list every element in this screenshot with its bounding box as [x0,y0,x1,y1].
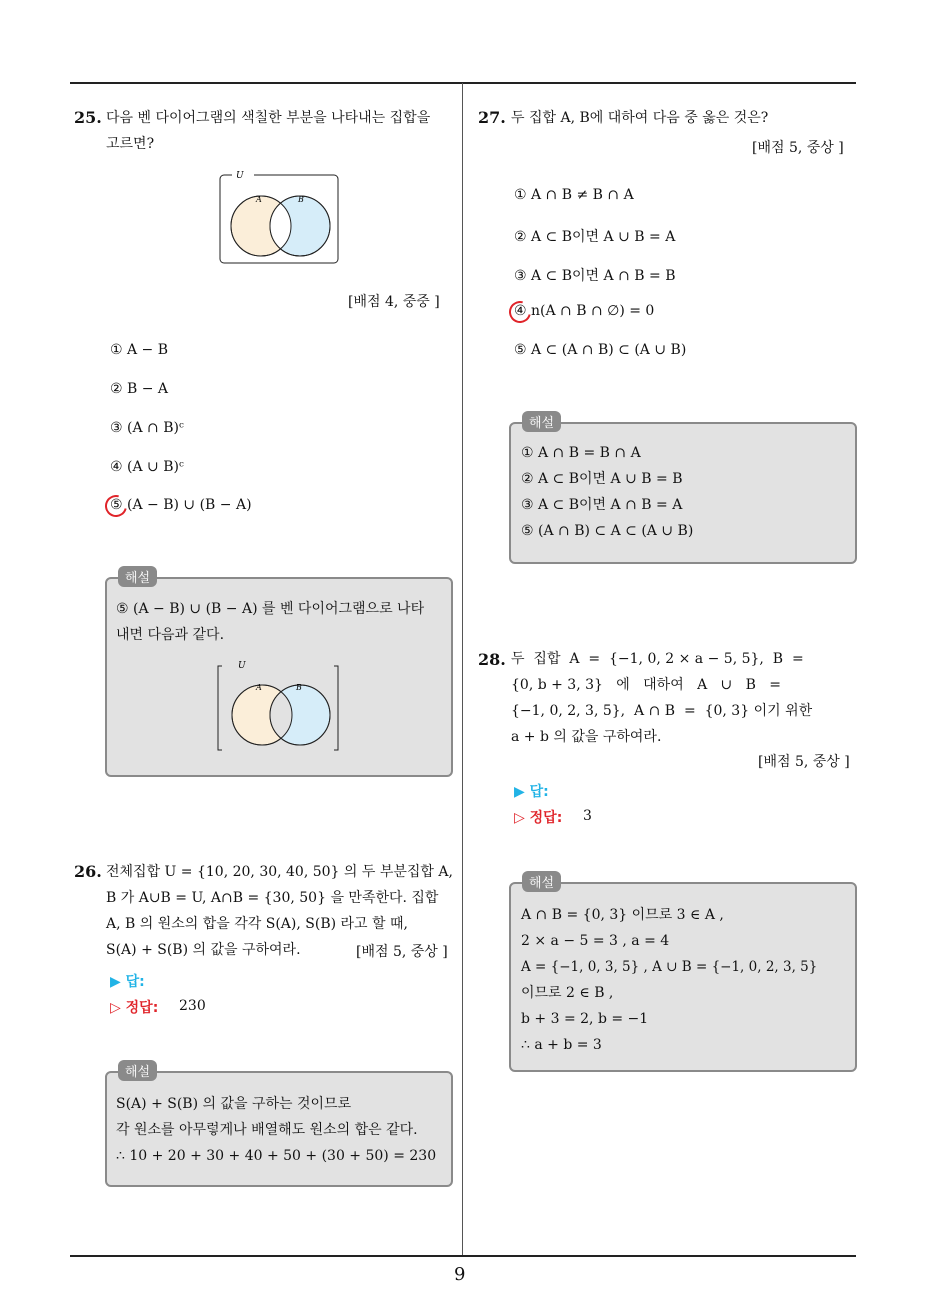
venn-left-bracket [218,666,222,750]
q28-line4: a + b 의 값을 구하여라. [511,729,662,745]
q28-correct-value: 3 [583,808,592,824]
q27-number: 27. [478,108,506,127]
q28-number: 28. [478,650,506,669]
q25-solution-tag: 해설 [118,566,157,587]
q27-solution-line2: ② A ⊂ B이면 A ∪ B = B [521,471,683,487]
q27-option-5[interactable]: ⑤ A ⊂ (A ∩ B) ⊂ (A ∪ B) [514,342,687,358]
q26-line3: A, B 의 원소의 합을 각각 S(A), S(B) 라고 할 때, [106,916,408,932]
q27-solution-line3: ③ A ⊂ B이면 A ∩ B = A [521,497,683,513]
q25-answer-circle [101,491,131,521]
venn-a-label: A [256,195,262,204]
q26-solution-line1: S(A) + S(B) 의 값을 구하는 것이므로 [116,1096,352,1112]
page-number: 9 [454,1264,466,1285]
q26-solution-tag: 해설 [118,1060,157,1081]
q25-option-5[interactable]: ⑤ (A − B) ∪ (B − A) [110,497,252,513]
q25-solution-venn [216,660,342,754]
bottom-rule [70,1255,856,1257]
q28-solution-line6: ∴ a + b = 3 [521,1037,602,1053]
q25-text-line1: 다음 벤 다이어그램의 색칠한 부분을 나타내는 집합을 [106,110,431,126]
q28-line2: {0, b + 3, 3} 에 대하여 A ∪ B = [511,677,781,693]
q26-score: [배점 5, 중상 ] [356,944,448,960]
q25-score: [배점 4, 중중 ] [348,294,440,310]
q26-number: 26. [74,862,102,881]
q26-line2: B 가 A∪B = U, A∩B = {30, 50} 을 만족한다. 집합 [106,890,439,906]
q25-option-2[interactable]: ② B − A [110,381,169,397]
q27-option-3[interactable]: ③ A ⊂ B이면 A ∩ B = B [514,268,676,284]
q27-answer-circle [505,297,535,327]
q28-solution-line4: 이므로 2 ∈ B , [521,985,614,1001]
q27-option-4[interactable]: ④ n(A ∩ B ∩ ∅) = 0 [514,303,655,319]
q27-solution-line1: ① A ∩ B = B ∩ A [521,445,641,461]
q28-solution-line2: 2 × a − 5 = 3 , a = 4 [521,933,670,949]
q25-option-1[interactable]: ① A − B [110,342,169,358]
q27-solution-tag: 해설 [522,411,561,432]
q28-correct-label: ▷ 정답: [514,810,563,826]
q27-option-1[interactable]: ① A ∩ B ≠ B ∩ A [514,187,634,203]
q26-solution-line3: ∴ 10 + 20 + 30 + 40 + 50 + (30 + 50) = 230 [116,1148,437,1164]
q25-solution-line2: 내면 다음과 같다. [116,627,225,643]
q27-score: [배점 5, 중상 ] [752,140,844,156]
q26-line1: 전체집합 U = {10, 20, 30, 40, 50} 의 두 부분집합 A, [106,864,453,880]
q28-solution-line3: A = {−1, 0, 3, 5} , A ∪ B = {−1, 0, 2, 3, 5} [521,959,818,975]
q26-answer-label: ▶ 답: [110,974,145,990]
q27-option-2[interactable]: ② A ⊂ B이면 A ∪ B = A [514,229,676,245]
q25-text-line2: 고르면? [106,136,155,152]
q28-solution-line1: A ∩ B = {0, 3} 이므로 3 ∈ A , [521,907,724,923]
q28-line3: {−1, 0, 2, 3, 5}, A ∩ B = {0, 3} 이기 위한 [511,703,813,719]
q28-solution-tag: 해설 [522,871,561,892]
q27-text: 두 집합 A, B에 대하여 다음 중 옳은 것은? [511,110,769,126]
q28-answer-label: ▶ 답: [514,784,549,800]
venn-right-bracket [334,666,338,750]
q28-line1: 두 집합 A = {−1, 0, 2 × a − 5, 5}, B = [511,651,804,667]
venn-b-label: B [296,683,302,692]
venn-a-label: A [256,683,262,692]
q26-correct-label: ▷ 정답: [110,1000,159,1016]
q25-number: 25. [74,108,102,127]
q26-solution-line2: 각 원소를 아무렇게나 배열해도 원소의 합은 같다. [116,1122,418,1138]
venn-u-label: U [236,171,244,181]
column-divider [462,83,463,1256]
q25-option-4[interactable]: ④ (A ∪ B)ᶜ [110,459,184,475]
q25-option-3[interactable]: ③ (A ∩ B)ᶜ [110,420,184,436]
q26-line4: S(A) + S(B) 의 값을 구하여라. [106,942,301,958]
top-rule [70,82,856,84]
q28-solution-line5: b + 3 = 2, b = −1 [521,1011,649,1027]
q25-solution-line1: ⑤ (A − B) ∪ (B − A) 를 벤 다이어그램으로 나타 [116,601,425,617]
venn-u-label: U [238,661,246,671]
venn-b-label: B [298,195,304,204]
q27-solution-line4: ⑤ (A ∩ B) ⊂ A ⊂ (A ∪ B) [521,523,694,539]
q26-correct-value: 230 [179,998,206,1014]
q25-venn-diagram [218,170,342,266]
q28-score: [배점 5, 중상 ] [758,754,850,770]
